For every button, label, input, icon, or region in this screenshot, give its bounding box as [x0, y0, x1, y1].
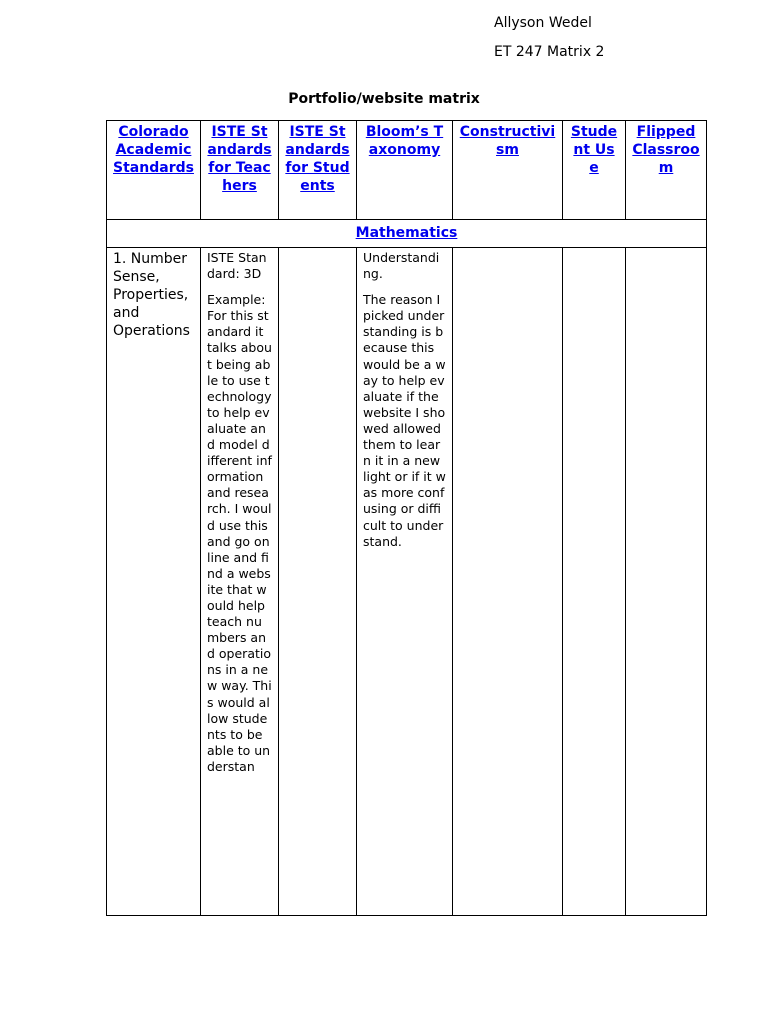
- page-title: Portfolio/website matrix: [288, 91, 480, 107]
- col-header-flipped: [626, 121, 707, 220]
- blooms-reason: The reason I picked understanding is because this would be a way to help evaluate if the website I showed allowed them to learn it in a new light or if it was more confusing or difficult to understand.: [363, 292, 446, 549]
- section-row: [107, 220, 707, 248]
- cell-standard: [107, 248, 201, 916]
- iste-teachers-example: Example: For this standard it talks about being able to use technology to help evaluate and model different information and research. I would use this and go online and find a website that would help teach numbers and operations in a new way. This would allow students to be able to understan: [207, 292, 272, 774]
- cell-constructivism: [453, 248, 563, 916]
- cell-flipped: [626, 248, 707, 916]
- col-link-iste-students[interactable]: ISTE Standards for Students: [285, 124, 350, 194]
- col-header-iste-teachers: [201, 121, 279, 220]
- col-link-constructivism[interactable]: Constructivism: [459, 124, 556, 158]
- course-name: ET 247 Matrix 2: [494, 44, 605, 60]
- cell-blooms: [357, 248, 453, 916]
- col-header-blooms: [357, 121, 453, 220]
- blooms-level: Understanding.: [363, 250, 440, 282]
- standard-text: 1. Number Sense, Properties, and Operations: [113, 251, 190, 339]
- col-link-blooms[interactable]: Bloom’s Taxonomy: [365, 124, 444, 158]
- col-link-iste-teachers[interactable]: ISTE Standards for Teachers: [207, 124, 272, 194]
- cell-iste-students: [279, 248, 357, 916]
- col-link-colorado[interactable]: Colorado Academic Standards: [113, 124, 194, 176]
- cell-iste-teachers: [201, 248, 279, 916]
- section-title-link[interactable]: Mathematics: [355, 225, 458, 241]
- col-link-flipped[interactable]: Flipped Classroom: [632, 124, 700, 176]
- table-header-row: [107, 121, 707, 220]
- col-header-colorado: [107, 121, 201, 220]
- col-header-student-use: [563, 121, 626, 220]
- section-cell: [107, 220, 707, 248]
- cell-student-use: [563, 248, 626, 916]
- matrix-table: [106, 120, 707, 916]
- col-link-student-use[interactable]: Student Use: [570, 124, 618, 176]
- table-row: [107, 248, 707, 916]
- iste-teachers-standard: ISTE Standard: 3D: [207, 250, 267, 282]
- col-header-constructivism: [453, 121, 563, 220]
- author-name: Allyson Wedel: [494, 15, 592, 31]
- col-header-iste-students: [279, 121, 357, 220]
